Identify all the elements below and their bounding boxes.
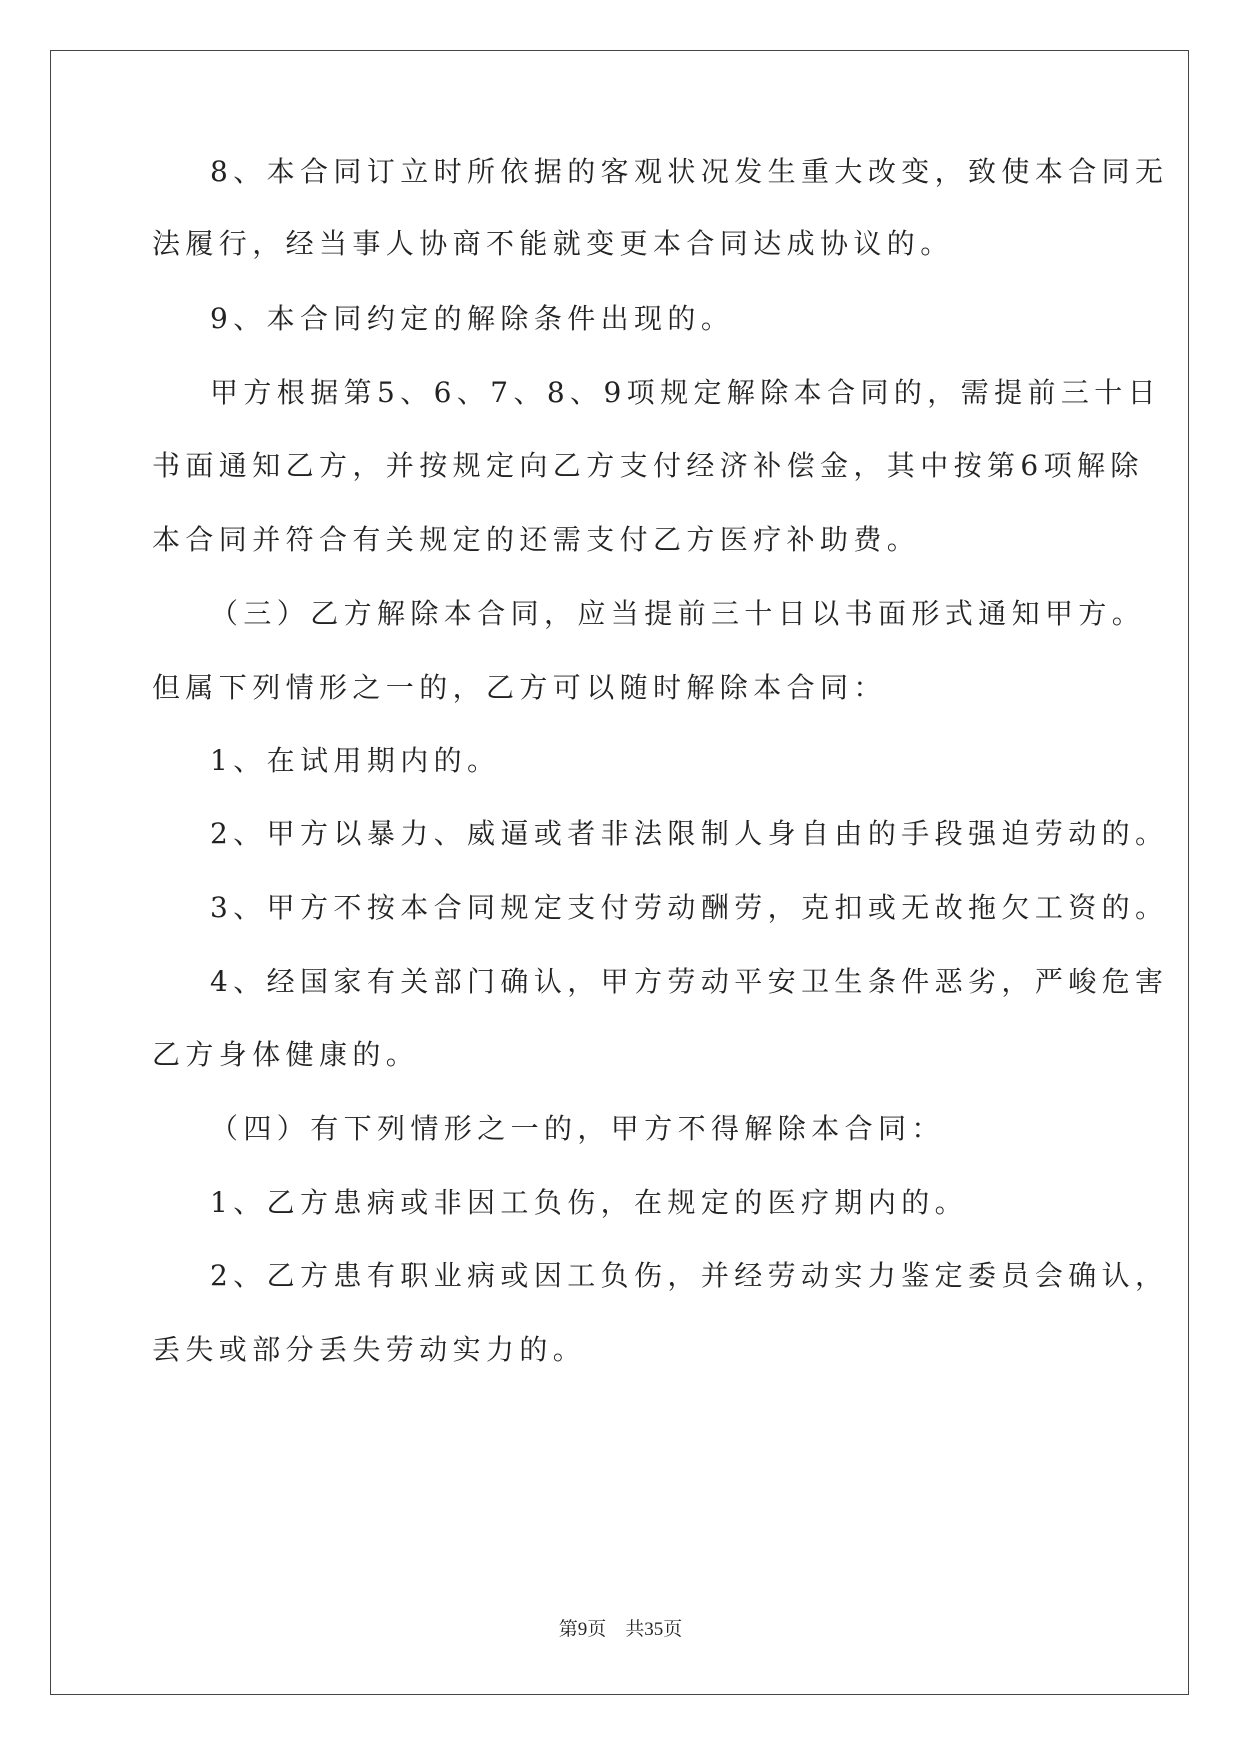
paragraph-line: 书面通知乙方，并按规定向乙方支付经济补偿金，其中按第6项解除 <box>152 449 1144 482</box>
paragraph-line: 2、乙方患有职业病或因工负伤，并经劳动实力鉴定委员会确认， <box>210 1259 1169 1292</box>
paragraph-line: 1、乙方患病或非因工负伤，在规定的医疗期内的。 <box>210 1186 969 1219</box>
paragraph-line: 法履行，经当事人协商不能就变更本合同达成协议的。 <box>152 227 954 260</box>
paragraph-line: （三）乙方解除本合同，应当提前三十日以书面形式通知甲方。 <box>210 597 1146 630</box>
paragraph-line: 9、本合同约定的解除条件出现的。 <box>210 302 735 335</box>
page-border <box>50 50 1189 1695</box>
paragraph-line: 1、在试用期内的。 <box>210 744 501 777</box>
paragraph-line: 甲方根据第5、6、7、8、9项规定解除本合同的，需提前三十日 <box>210 376 1162 409</box>
page-number: 第9页 共35页 <box>558 1619 683 1640</box>
paragraph-line: 乙方身体健康的。 <box>152 1038 420 1071</box>
paragraph-line: 2、甲方以暴力、威逼或者非法限制人身自由的手段强迫劳动的。 <box>210 817 1169 850</box>
paragraph-line: 但属下列情形之一的，乙方可以随时解除本合同： <box>152 671 887 704</box>
paragraph-line: 本合同并符合有关规定的还需支付乙方医疗补助费。 <box>152 523 921 556</box>
paragraph-line: 4、经国家有关部门确认，甲方劳动平安卫生条件恶劣，严峻危害 <box>210 965 1169 998</box>
paragraph-line: 3、甲方不按本合同规定支付劳动酬劳，克扣或无故拖欠工资的。 <box>210 891 1169 924</box>
paragraph-line: 8、本合同订立时所依据的客观状况发生重大改变，致使本合同无 <box>210 155 1169 188</box>
paragraph-line: （四）有下列情形之一的，甲方不得解除本合同： <box>210 1112 945 1145</box>
paragraph-line: 丢失或部分丢失劳动实力的。 <box>152 1333 587 1366</box>
